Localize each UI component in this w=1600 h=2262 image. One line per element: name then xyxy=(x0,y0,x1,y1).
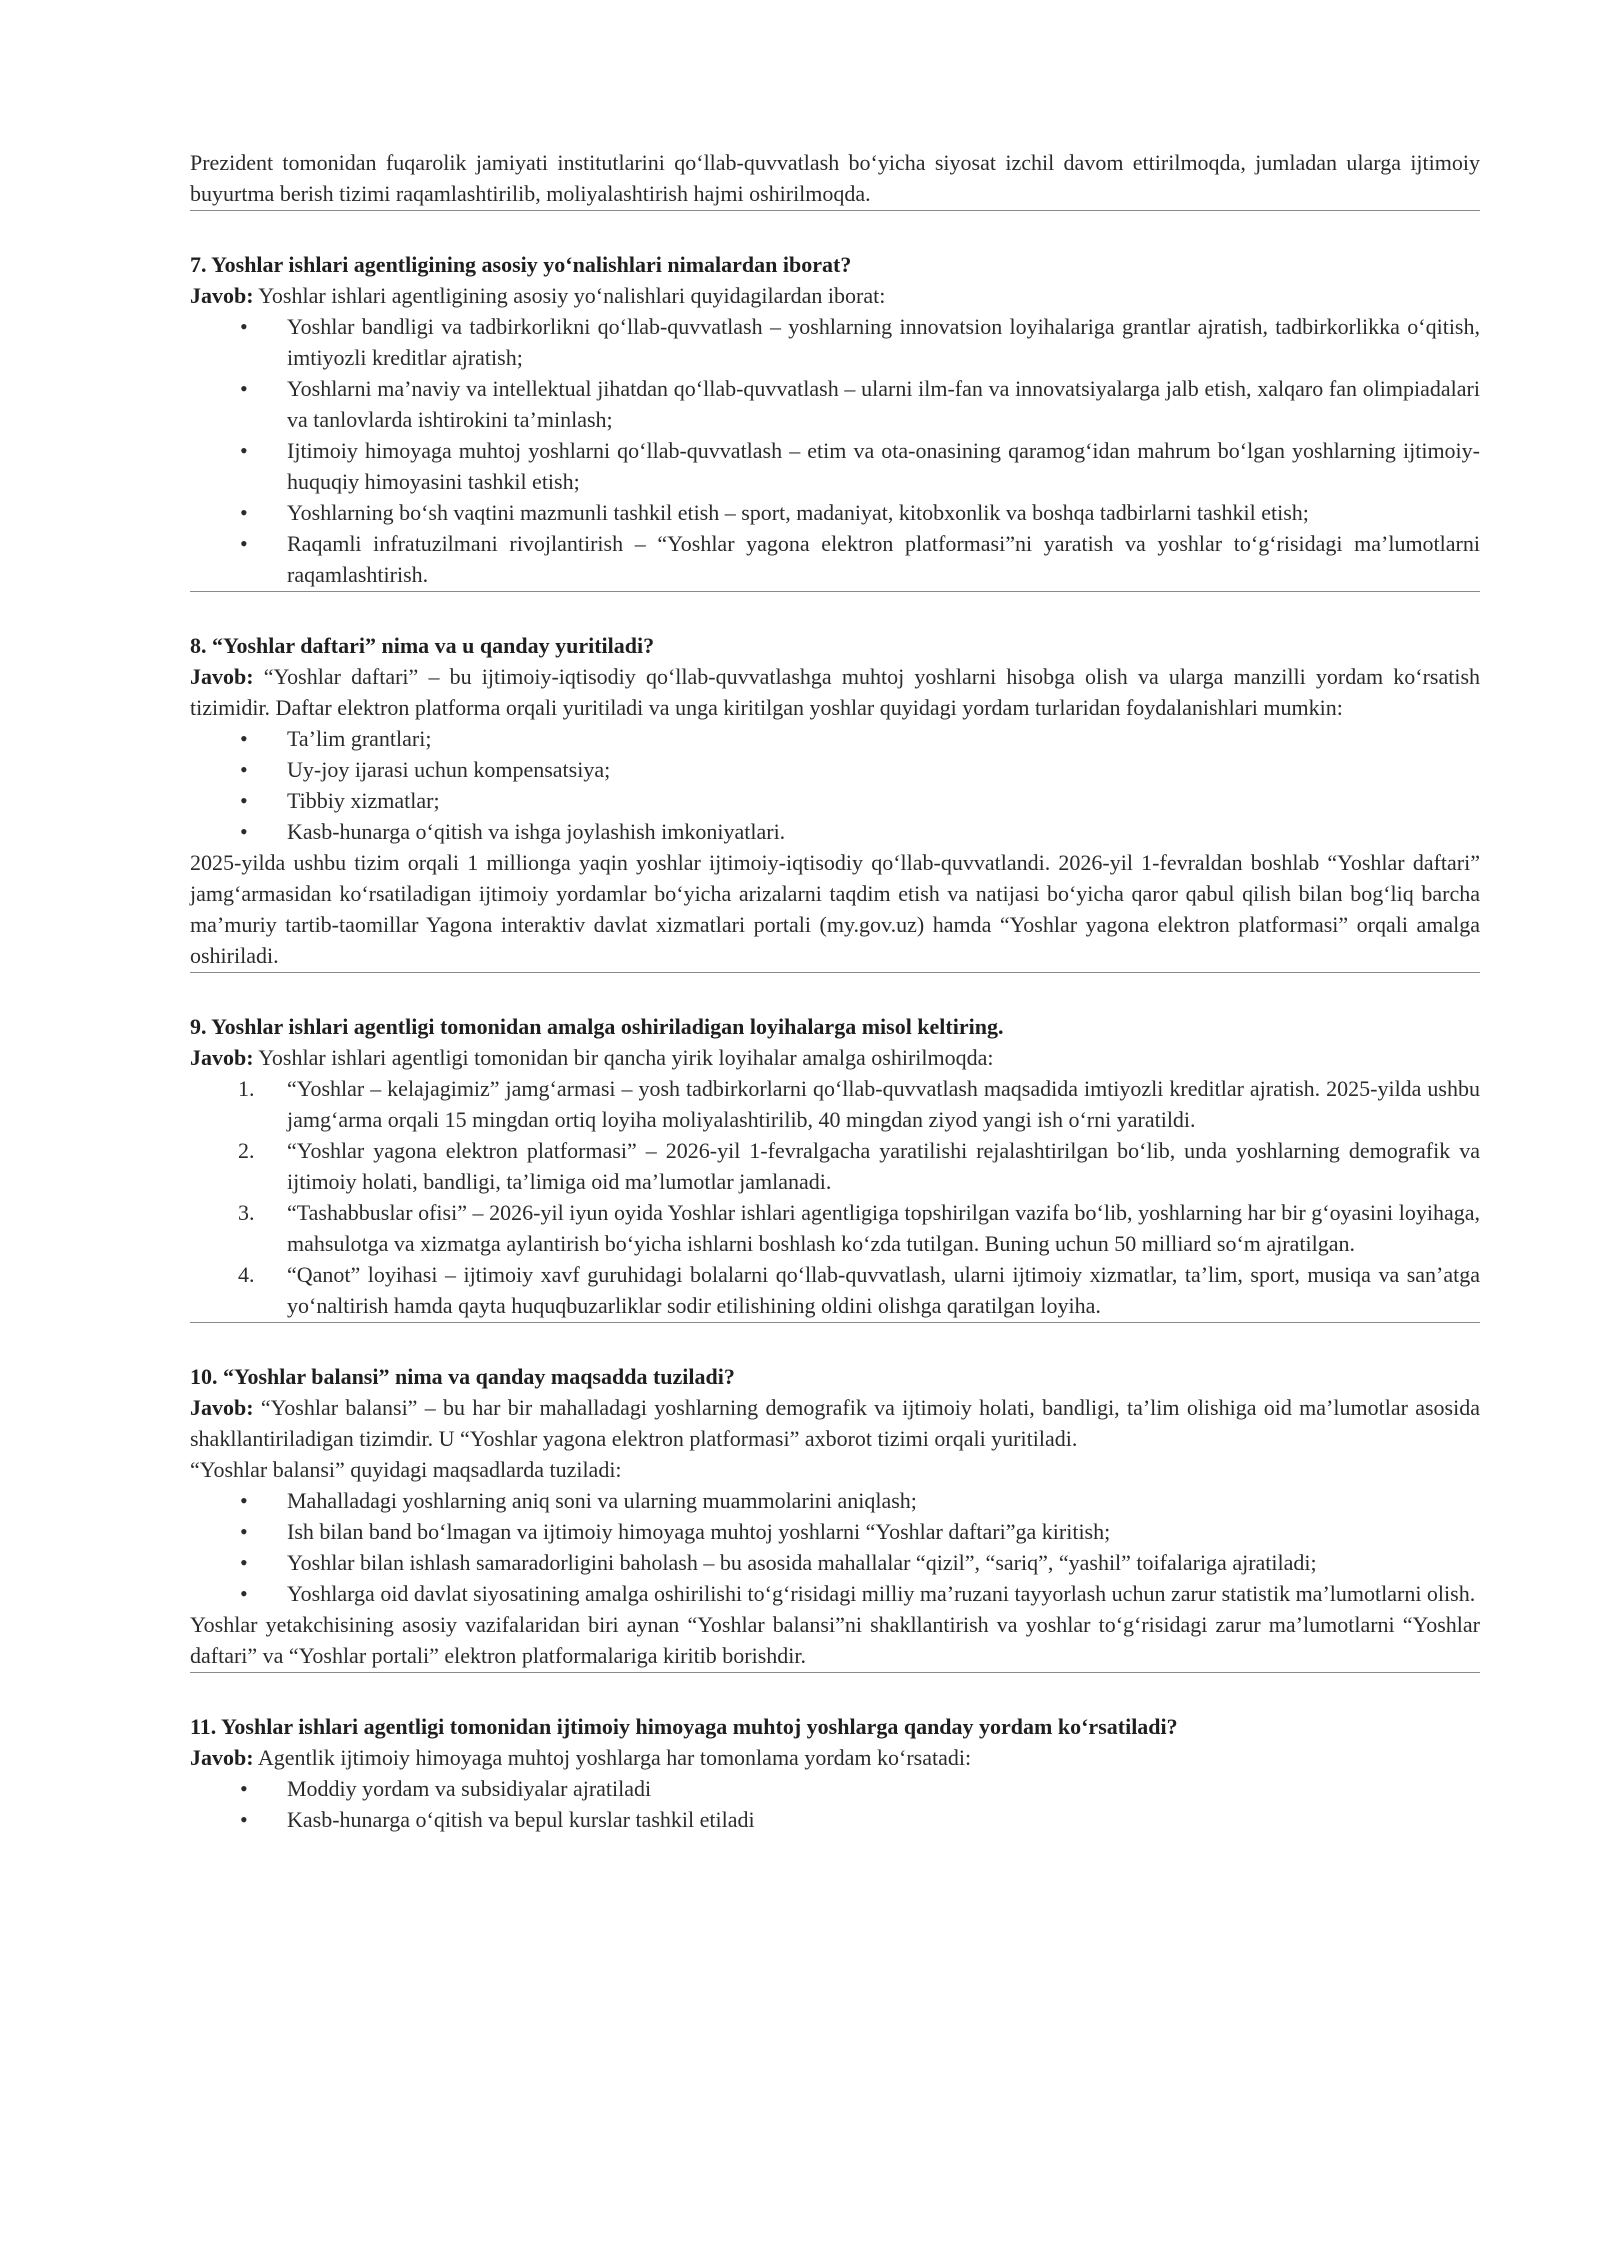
answer-paragraph xyxy=(190,280,1480,311)
list-item: • Ish bilan band bo‘lmagan va ijtimoiy himoyaga muhtoj yoshlarni “Yoshlar daftari”ga kiritish; xyxy=(190,1516,1480,1547)
list-item xyxy=(190,1073,1480,1135)
list-item: • Uy-joy ijarasi uchun kompensatsiya; xyxy=(190,754,1480,785)
section-q9 xyxy=(190,1011,1480,1323)
list-item: • Mahalladagi yoshlarning aniq soni va ularning muammolarini aniqlash; xyxy=(190,1485,1480,1516)
list-item: • Moddiy yordam va subsidiyalar ajratiladi xyxy=(190,1773,1480,1804)
closing-paragraph: 2025-yilda ushbu tizim orqali 1 millionga yaqin yoshlar ijtimoiy-iqtisodiy qo‘llab-quvvatlandi. 2026-yil 1-fevraldan boshlab “Yoshlar daftari” jamg‘armasidan ko‘rsatiladigan ijtimoiy yordamlar bo‘yicha arizalarni taqdim etish va natijasi bo‘yicha qaror qabul qilish bilan bog‘liq barcha ma’muriy tartib-taomillar Yagona interaktiv davlat xizmatlari portali (my.gov.uz) hamda “Yoshlar yagona elektron platformasi” orqali amalga oshiriladi. xyxy=(190,850,1480,968)
section-q10 xyxy=(190,1361,1480,1673)
numbered-list xyxy=(190,1073,1480,1321)
answer-label: Javob: xyxy=(190,1745,254,1770)
intro-paragraph: Prezident tomonidan fuqarolik jamiyati institutlarini qo‘llab-quvvatlash bo‘yicha siyosat izchil davom ettirilmoqda, jumladan ularga ijtimoiy buyurtma berish tizimi raqamlashtirilib, moliyalashtirish hajmi oshirilmoqda. xyxy=(190,150,1480,206)
list-item: • Yoshlar bandligi va tadbirkorlikni qo‘llab-quvvatlash – yoshlarning innovatsion loyihalariga grantlar ajratish, tadbirkorlikka o‘qitish, imtiyozli kreditlar ajratish; xyxy=(190,311,1480,373)
lead-paragraph: “Yoshlar balansi” quyidagi maqsadlarda tuziladi: xyxy=(190,1457,622,1482)
answer-label: Javob: xyxy=(190,1395,254,1420)
list-item: • Yoshlarning bo‘sh vaqtini mazmunli tashkil etish – sport, madaniyat, kitobxonlik va boshqa tadbirlarni tashkil etish; xyxy=(190,497,1480,528)
item-number: 3. xyxy=(238,1200,255,1225)
item-number: 1. xyxy=(238,1076,255,1101)
item-number: 2. xyxy=(238,1138,255,1163)
answer-label: Javob: xyxy=(190,664,254,689)
answer-paragraph xyxy=(190,661,1480,723)
list-item xyxy=(190,1197,1480,1259)
question-heading: 11. Yoshlar ishlari agentligi tomonidan ijtimoiy himoyaga muhtoj yoshlarga qanday yordam ko‘rsatiladi? xyxy=(190,1714,1178,1739)
answer-text: Yoshlar ishlari agentligi tomonidan bir qancha yirik loyihalar amalga oshirilmoqda: xyxy=(258,1045,994,1070)
document-page xyxy=(190,147,1480,1835)
intro-block xyxy=(190,147,1480,211)
answer-text: Agentlik ijtimoiy himoyaga muhtoj yoshlarga har tomonlama yordam ko‘rsatadi: xyxy=(257,1745,972,1770)
bullet-list xyxy=(190,723,1480,847)
answer-paragraph xyxy=(190,1742,1480,1773)
list-item: • Yoshlarni ma’naviy va intellektual jihatdan qo‘llab-quvvatlash – ularni ilm-fan va innovatsiyalarga jalb etish, xalqaro fan olimpiadalari va tanlovlarda ishtirokini ta’minlash; xyxy=(190,373,1480,435)
bullet-list xyxy=(190,1773,1480,1835)
item-number: 4. xyxy=(238,1262,255,1287)
item-text: “Qanot” loyihasi – ijtimoiy xavf guruhidagi bolalarni qo‘llab-quvvatlash, ularni ijtimoiy xizmatlar, ta’lim, sport, musiqa va san’atga yo‘naltirish hamda qayta huquqbuzarliklar sodir etilishining oldini olishga qaratilgan loyiha. xyxy=(287,1262,1480,1318)
list-item: • Yoshlarga oid davlat siyosatining amalga oshirilishi to‘g‘risidagi milliy ma’ruzani tayyorlash uchun zarur statistik ma’lumotlarni olish. xyxy=(190,1578,1480,1609)
closing-paragraph: Yoshlar yetakchisining asosiy vazifalaridan biri aynan “Yoshlar balansi”ni shakllantirish va yoshlar to‘g‘risidagi zarur ma’lumotlarni “Yoshlar daftari” va “Yoshlar portali” elektron platformalariga kiritib borishdir. xyxy=(190,1612,1480,1668)
answer-text: “Yoshlar daftari” – bu ijtimoiy-iqtisodiy qo‘llab-quvvatlashga muhtoj yoshlarni hisobga olish va ularga manzilli yordam ko‘rsatish tizimidir. Daftar elektron platforma orqali yuritiladi va unga kiritilgan yoshlar quyidagi yordam turlaridan foydalanishlari mumkin: xyxy=(190,664,1481,720)
list-item xyxy=(190,1259,1480,1321)
item-text: “Tashabbuslar ofisi” – 2026-yil iyun oyida Yoshlar ishlari agentligiga topshirilgan vazifa bo‘lib, yoshlarning har bir g‘oyasini loyihaga, mahsulotga va xizmatga aylantirish bo‘yicha ishlarni boshlash ko‘zda tutilgan. Buning uchun 50 milliard so‘m ajratilgan. xyxy=(287,1200,1480,1256)
list-item: • Raqamli infratuzilmani rivojlantirish – “Yoshlar yagona elektron platformasi”ni yaratish va yoshlar to‘g‘risidagi ma’lumotlarni raqamlashtirish. xyxy=(190,528,1480,590)
list-item: • Ta’lim grantlari; xyxy=(190,723,1480,754)
list-item: • Yoshlar bilan ishlash samaradorligini baholash – bu asosida mahallalar “qizil”, “sariq”, “yashil” toifalariga ajratiladi; xyxy=(190,1547,1480,1578)
bullet-list xyxy=(190,1485,1480,1609)
answer-paragraph xyxy=(190,1042,1480,1073)
answer-text: Yoshlar ishlari agentligining asosiy yo‘nalishlari quyidagilardan iborat: xyxy=(258,283,886,308)
item-text: “Yoshlar yagona elektron platformasi” – 2026-yil 1-fevralgacha yaratilishi rejalashtirilgan bo‘lib, unda yoshlarning demografik va ijtimoiy holati, bandligi, ta’limiga oid ma’lumotlar jamlanadi. xyxy=(287,1138,1480,1194)
answer-text: “Yoshlar balansi” – bu har bir mahalladagi yoshlarning demografik va ijtimoiy holati, bandligi, ta’lim olishiga oid ma’lumotlar asosida shakllantiriladigan tizimdir. U “Yoshlar yagona elektron platformasi” axborot tizimi orqali yuritiladi. xyxy=(190,1395,1480,1451)
bullet-list xyxy=(190,311,1480,590)
section-q11 xyxy=(190,1711,1480,1835)
list-item xyxy=(190,1135,1480,1197)
list-item: • Kasb-hunarga o‘qitish va bepul kurslar tashkil etiladi xyxy=(190,1804,1480,1835)
list-item: • Ijtimoiy himoyaga muhtoj yoshlarni qo‘llab-quvvatlash – etim va ota-onasining qaramog‘idan mahrum bo‘lgan yoshlarning ijtimoiy-huquqiy himoyasini tashkil etish; xyxy=(190,435,1480,497)
list-item: • Tibbiy xizmatlar; xyxy=(190,785,1480,816)
answer-paragraph xyxy=(190,1392,1480,1454)
list-item: • Kasb-hunarga o‘qitish va ishga joylashish imkoniyatlari. xyxy=(190,816,1480,847)
question-heading: 9. Yoshlar ishlari agentligi tomonidan amalga oshiriladigan loyihalarga misol keltiring. xyxy=(190,1014,1004,1039)
item-text: “Yoshlar – kelajagimiz” jamg‘armasi – yosh tadbirkorlarni qo‘llab-quvvatlash maqsadida imtiyozli kreditlar ajratish. 2025-yilda ushbu jamg‘arma orqali 15 mingdan ortiq loyiha moliyalashtirilib, 40 mingdan ziyod yangi ish o‘rni yaratildi. xyxy=(287,1076,1480,1132)
section-q8 xyxy=(190,630,1480,973)
answer-label: Javob: xyxy=(190,283,254,308)
answer-label: Javob: xyxy=(190,1045,254,1070)
section-q7 xyxy=(190,249,1480,592)
question-heading: 8. “Yoshlar daftari” nima va u qanday yuritiladi? xyxy=(190,633,655,658)
question-heading: 10. “Yoshlar balansi” nima va qanday maqsadda tuziladi? xyxy=(190,1364,735,1389)
question-heading: 7. Yoshlar ishlari agentligining asosiy yo‘nalishlari nimalardan iborat? xyxy=(190,252,852,277)
